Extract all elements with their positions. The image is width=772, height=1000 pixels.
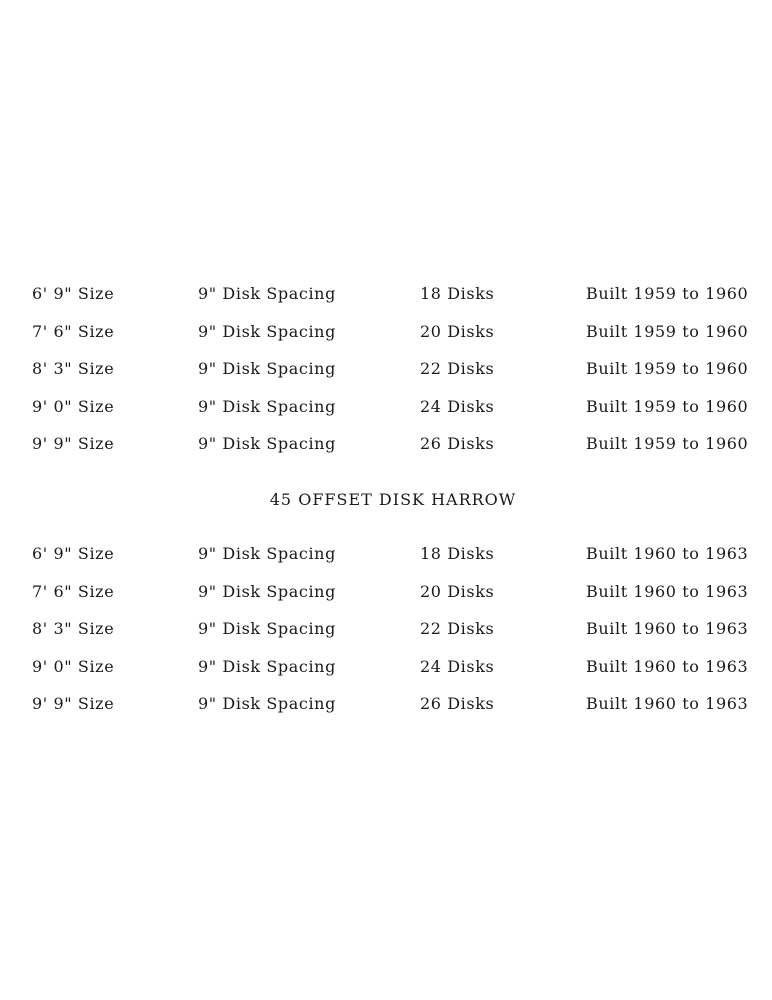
- spec-table-1960-1963: [0, 544, 772, 732]
- table-row: [0, 434, 772, 472]
- table-row: [0, 397, 772, 435]
- built-cell: Built 1959 to 1960: [586, 396, 749, 416]
- built-cell: Built 1960 to 1963: [586, 619, 749, 638]
- spacing-cell: 9" Disk Spacing: [198, 284, 336, 303]
- disks-cell: 22 Disks: [420, 619, 495, 638]
- size-cell: 9' 9" Size: [32, 434, 115, 453]
- table-row: [0, 657, 772, 695]
- disks-cell: 22 Disks: [420, 359, 495, 378]
- size-cell: 6' 9" Size: [32, 284, 115, 303]
- disks-cell: 20 Disks: [420, 321, 495, 341]
- built-cell: Built 1960 to 1963: [586, 581, 749, 601]
- spacing-cell: 9" Disk Spacing: [198, 581, 336, 601]
- built-cell: Built 1960 to 1963: [586, 656, 749, 676]
- built-cell: Built 1959 to 1960: [586, 359, 749, 378]
- disks-cell: 24 Disks: [420, 396, 495, 416]
- size-cell: 6' 9" Size: [32, 544, 115, 563]
- table-row: [0, 619, 772, 657]
- spacing-cell: 9" Disk Spacing: [198, 434, 336, 453]
- built-cell: Built 1959 to 1960: [586, 321, 749, 341]
- size-cell: 9' 9" Size: [32, 694, 115, 713]
- size-cell: 8' 3" Size: [32, 619, 115, 638]
- table-row: [0, 582, 772, 620]
- table-row: [0, 322, 772, 360]
- spacing-cell: 9" Disk Spacing: [198, 321, 336, 341]
- spacing-cell: 9" Disk Spacing: [198, 359, 336, 378]
- spacing-cell: 9" Disk Spacing: [198, 619, 336, 638]
- spacing-cell: 9" Disk Spacing: [198, 656, 336, 676]
- table-row: [0, 694, 772, 732]
- size-cell: 9' 0" Size: [32, 396, 115, 416]
- spec-table-1959-1960: [0, 284, 772, 472]
- section-heading: 45 OFFSET DISK HARROW: [269, 490, 517, 509]
- table-row: [0, 544, 772, 582]
- table-row: [0, 359, 772, 397]
- disks-cell: 26 Disks: [420, 694, 495, 713]
- size-cell: 9' 0" Size: [32, 656, 115, 676]
- size-cell: 8' 3" Size: [32, 359, 115, 378]
- disks-cell: 18 Disks: [420, 544, 495, 563]
- size-cell: 7' 6" Size: [32, 581, 115, 601]
- disks-cell: 26 Disks: [420, 434, 495, 453]
- built-cell: Built 1959 to 1960: [586, 434, 749, 453]
- spacing-cell: 9" Disk Spacing: [198, 694, 336, 713]
- built-cell: Built 1959 to 1960: [586, 284, 749, 303]
- disks-cell: 24 Disks: [420, 656, 495, 676]
- disks-cell: 20 Disks: [420, 581, 495, 601]
- spacing-cell: 9" Disk Spacing: [198, 396, 336, 416]
- disks-cell: 18 Disks: [420, 284, 495, 303]
- built-cell: Built 1960 to 1963: [586, 544, 749, 563]
- size-cell: 7' 6" Size: [32, 321, 115, 341]
- built-cell: Built 1960 to 1963: [586, 694, 749, 713]
- spacing-cell: 9" Disk Spacing: [198, 544, 336, 563]
- table-row: [0, 284, 772, 322]
